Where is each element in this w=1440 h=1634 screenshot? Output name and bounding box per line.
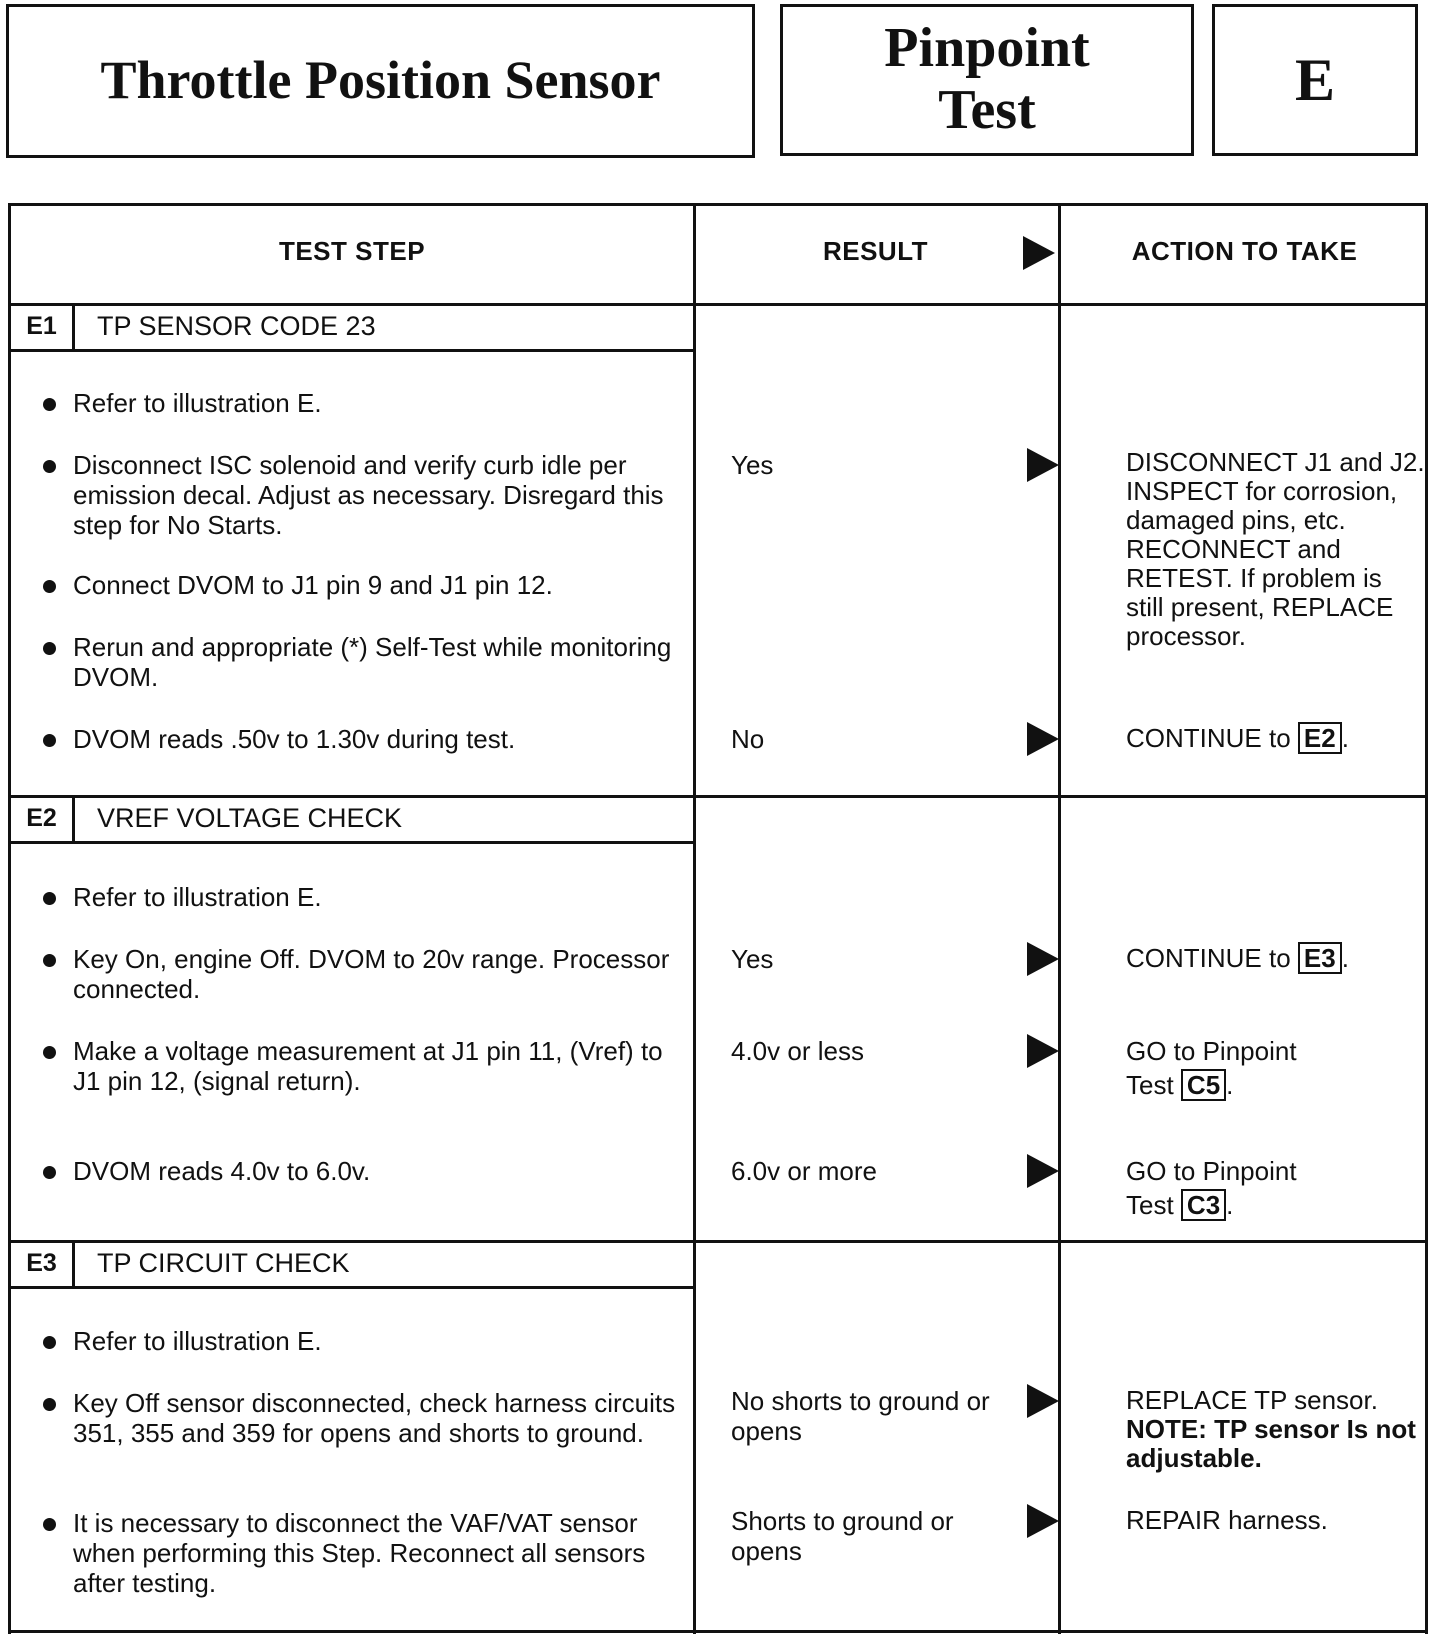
action-goto (1126, 1154, 1426, 1222)
step-ref-box: E2 (1298, 722, 1342, 754)
result-text: No (731, 724, 765, 754)
step-title: VREF VOLTAGE CHECK (97, 802, 403, 833)
action-prefix: CONTINUE to (1126, 943, 1291, 973)
note-text: NOTE: TP sensor Is not adjustable. (1126, 1414, 1416, 1473)
arrow-icon (1027, 1154, 1059, 1188)
action-line: GO to Pinpoint (1126, 1036, 1297, 1066)
header-action: ACTION TO TAKE (1131, 236, 1358, 266)
page-title: Throttle Position Sensor (100, 50, 661, 111)
list-item: DVOM reads 4.0v to 6.0v. (41, 1156, 691, 1186)
test-ref-box: C3 (1181, 1189, 1226, 1221)
action-replace: REPLACE TP sensor. (1126, 1385, 1378, 1415)
result-text: Shorts to ground or opens (731, 1506, 954, 1566)
action-goto (1126, 1034, 1426, 1102)
arrow-icon (1027, 722, 1059, 756)
arrow-icon (1027, 1384, 1059, 1418)
action-text: DISCONNECT J1 and J2. INSPECT for corrosion, damaged pins, etc. RECONNECT and RETEST. If problem is still present, REPLACE processor. (1126, 447, 1425, 651)
result-text: Yes (731, 944, 774, 974)
column-divider-1 (693, 206, 696, 1634)
action-prefix: CONTINUE to (1126, 723, 1291, 753)
step-title: TP SENSOR CODE 23 (97, 310, 376, 341)
action-suffix: . (1226, 1070, 1234, 1100)
step-id: E2 (11, 795, 75, 841)
step-e2-header (11, 795, 693, 844)
arrow-icon (1027, 1034, 1059, 1068)
pinpoint-line-2: Test (938, 79, 1036, 141)
arrow-icon (1027, 942, 1059, 976)
step-ref-box: E3 (1298, 942, 1342, 974)
step-id: E1 (11, 303, 75, 349)
header-test-step: TEST STEP (278, 236, 426, 266)
action-line: GO to Pinpoint (1126, 1156, 1297, 1186)
list-item: Disconnect ISC solenoid and verify curb idle per emission decal. Adjust as necessary. Disregard this step for No Starts. (41, 450, 691, 540)
pinpoint-test-box (780, 4, 1194, 156)
list-item: Refer to illustration E. (41, 388, 691, 418)
action-text: REPAIR harness. (1126, 1505, 1328, 1535)
list-item: Key Off sensor disconnected, check harness circuits 351, 355 and 359 for opens and shorts to ground. (41, 1388, 691, 1448)
list-item: Refer to illustration E. (41, 882, 691, 912)
result-text: 6.0v or more (731, 1156, 877, 1186)
header-arrow-icon (1023, 236, 1055, 270)
arrow-icon (1027, 448, 1059, 482)
list-item: Rerun and appropriate (*) Self-Test while monitoring DVOM. (41, 632, 691, 692)
list-item: Refer to illustration E. (41, 1326, 691, 1356)
test-letter: E (1294, 47, 1336, 113)
action-suffix: . (1341, 943, 1349, 973)
action-continue (1126, 942, 1426, 974)
arrow-icon (1027, 1504, 1059, 1538)
step-e3-header (11, 1240, 693, 1289)
step-id: E3 (11, 1240, 75, 1286)
pinpoint-table (8, 203, 1428, 1634)
list-item: Connect DVOM to J1 pin 9 and J1 pin 12. (41, 570, 691, 600)
bottom-divider (11, 1630, 1425, 1633)
column-divider-2 (1058, 206, 1061, 1634)
action-suffix: . (1226, 1190, 1234, 1220)
title-box (6, 4, 755, 158)
result-text: Yes (731, 450, 774, 480)
action-prefix: Test (1126, 1190, 1174, 1220)
result-text: No shorts to ground or opens (731, 1386, 990, 1446)
pinpoint-line-1: Pinpoint (884, 17, 1090, 80)
list-item: Make a voltage measurement at J1 pin 11, (Vref) to J1 pin 12, (signal return). (41, 1036, 691, 1096)
action-continue (1126, 722, 1426, 754)
header-result: RESULT (822, 236, 929, 266)
step-e1-header (11, 303, 693, 352)
result-text: 4.0v or less (731, 1036, 864, 1066)
list-item: Key On, engine Off. DVOM to 20v range. Processor connected. (41, 944, 691, 1004)
action-suffix: . (1341, 723, 1349, 753)
action-text (1126, 1386, 1426, 1473)
pinpoint-test-label (884, 18, 1089, 141)
step-title: TP CIRCUIT CHECK (97, 1247, 350, 1278)
test-letter-box (1212, 4, 1418, 156)
list-item: It is necessary to disconnect the VAF/VAT sensor when performing this Step. Reconnect all sensors after testing. (41, 1508, 691, 1598)
action-prefix: Test (1126, 1070, 1174, 1100)
test-ref-box: C5 (1181, 1069, 1226, 1101)
list-item: DVOM reads .50v to 1.30v during test. (41, 724, 691, 754)
